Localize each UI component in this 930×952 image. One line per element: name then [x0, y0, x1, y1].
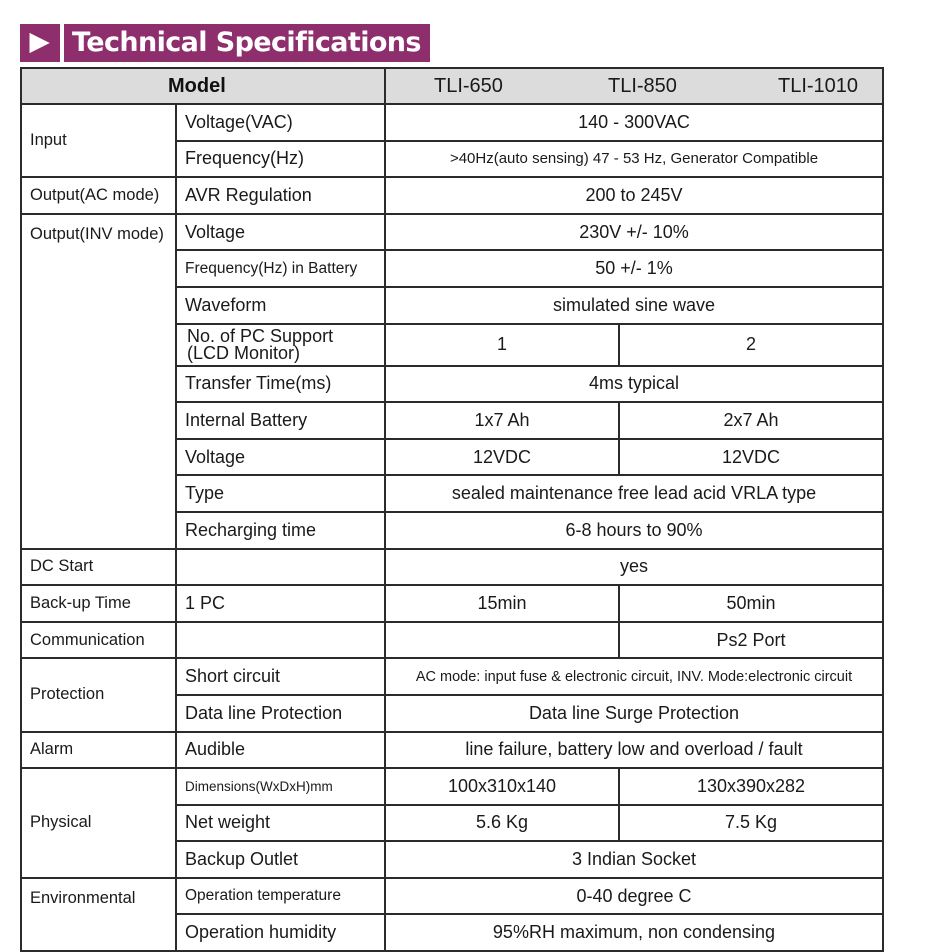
row-value: 6-8 hours to 90% — [385, 512, 883, 549]
table-row — [21, 177, 883, 214]
category-communication: Communication — [21, 622, 176, 659]
row-value-tli-650: 1 — [385, 324, 619, 366]
row-label: Dimensions(WxDxH)mm — [176, 768, 385, 805]
row-value: AC mode: input fuse & electronic circuit, INV. Mode:electronic circuit — [385, 658, 883, 695]
row-label: Voltage(VAC) — [176, 104, 385, 141]
row-label: Waveform — [176, 287, 385, 324]
row-label-empty — [176, 549, 385, 586]
table-row — [21, 104, 883, 141]
table-row — [21, 768, 883, 805]
table-row — [21, 878, 883, 915]
category-protection: Protection — [21, 658, 176, 731]
row-label: Frequency(Hz) — [176, 141, 385, 178]
pc-support-line-1: No. of PC Support — [187, 325, 334, 346]
row-value-tli-650: 15min — [385, 585, 619, 622]
category-input: Input — [21, 104, 176, 177]
category-output-inv: Output(INV mode) — [21, 214, 176, 549]
row-value-tli-1010: 2x7 Ah — [619, 402, 883, 439]
row-label: 1 PC — [176, 585, 385, 622]
table-row — [21, 549, 883, 586]
row-value: 50 +/- 1% — [385, 250, 883, 287]
category-physical: Physical — [21, 768, 176, 878]
row-value: simulated sine wave — [385, 287, 883, 324]
row-value: 95%RH maximum, non condensing — [385, 914, 883, 951]
row-value: 230V +/- 10% — [385, 214, 883, 251]
model-tli-850: TLI-850 — [608, 74, 677, 97]
row-label-empty — [176, 622, 385, 659]
category-dc-start: DC Start — [21, 549, 176, 586]
row-label: Backup Outlet — [176, 841, 385, 878]
row-label: Short circuit — [176, 658, 385, 695]
row-value-tli-650: 1x7 Ah — [385, 402, 619, 439]
row-label: Voltage — [176, 439, 385, 476]
row-label: Operation temperature — [176, 878, 385, 915]
row-value: 0-40 degree C — [385, 878, 883, 915]
row-value-tli-1010: Ps2 Port — [619, 622, 883, 659]
page-title: Technical Specifications — [64, 24, 430, 62]
model-header: Model — [21, 68, 385, 104]
row-value: line failure, battery low and overload / fault — [385, 732, 883, 769]
table-row — [21, 585, 883, 622]
model-names — [385, 68, 883, 104]
row-value: 3 Indian Socket — [385, 841, 883, 878]
row-value-tli-1010: 50min — [619, 585, 883, 622]
row-label: Type — [176, 475, 385, 512]
row-value: yes — [385, 549, 883, 586]
row-value: Data line Surge Protection — [385, 695, 883, 732]
table-row — [21, 658, 883, 695]
row-value-tli-1010: 130x390x282 — [619, 768, 883, 805]
row-label: Frequency(Hz) in Battery — [176, 250, 385, 287]
row-label: Voltage — [176, 214, 385, 251]
row-value: 140 - 300VAC — [385, 104, 883, 141]
row-label: Data line Protection — [176, 695, 385, 732]
row-label: Audible — [176, 732, 385, 769]
row-label: Internal Battery — [176, 402, 385, 439]
table-row — [21, 214, 883, 251]
row-label: Recharging time — [176, 512, 385, 549]
row-label: Operation humidity — [176, 914, 385, 951]
row-value: 200 to 245V — [385, 177, 883, 214]
row-label: AVR Regulation — [176, 177, 385, 214]
row-value-tli-650 — [385, 622, 619, 659]
model-tli-650: TLI-650 — [434, 74, 503, 97]
category-alarm: Alarm — [21, 732, 176, 769]
category-output-ac: Output(AC mode) — [21, 177, 176, 214]
pc-support-line-2: (LCD Monitor) — [187, 342, 301, 363]
row-value: 4ms typical — [385, 366, 883, 403]
row-value: >40Hz(auto sensing) 47 - 53 Hz, Generator Compatible — [385, 141, 883, 178]
row-label: Transfer Time(ms) — [176, 366, 385, 403]
row-label: Net weight — [176, 805, 385, 842]
table-header-row — [21, 68, 883, 104]
row-value-tli-650: 100x310x140 — [385, 768, 619, 805]
row-value-tli-1010: 2 — [619, 324, 883, 366]
row-value-tli-1010: 7.5 Kg — [619, 805, 883, 842]
spec-table — [20, 67, 884, 952]
row-value-tli-650: 5.6 Kg — [385, 805, 619, 842]
row-value: sealed maintenance free lead acid VRLA type — [385, 475, 883, 512]
row-value-tli-650: 12VDC — [385, 439, 619, 476]
table-row — [21, 622, 883, 659]
row-value-tli-1010: 12VDC — [619, 439, 883, 476]
category-environmental: Environmental — [21, 878, 176, 951]
category-backup-time: Back-up Time — [21, 585, 176, 622]
play-arrow-icon — [20, 24, 60, 62]
row-label-pc-support — [176, 324, 385, 366]
table-row — [21, 732, 883, 769]
model-tli-1010: TLI-1010 — [778, 74, 859, 97]
section-banner — [20, 24, 430, 62]
